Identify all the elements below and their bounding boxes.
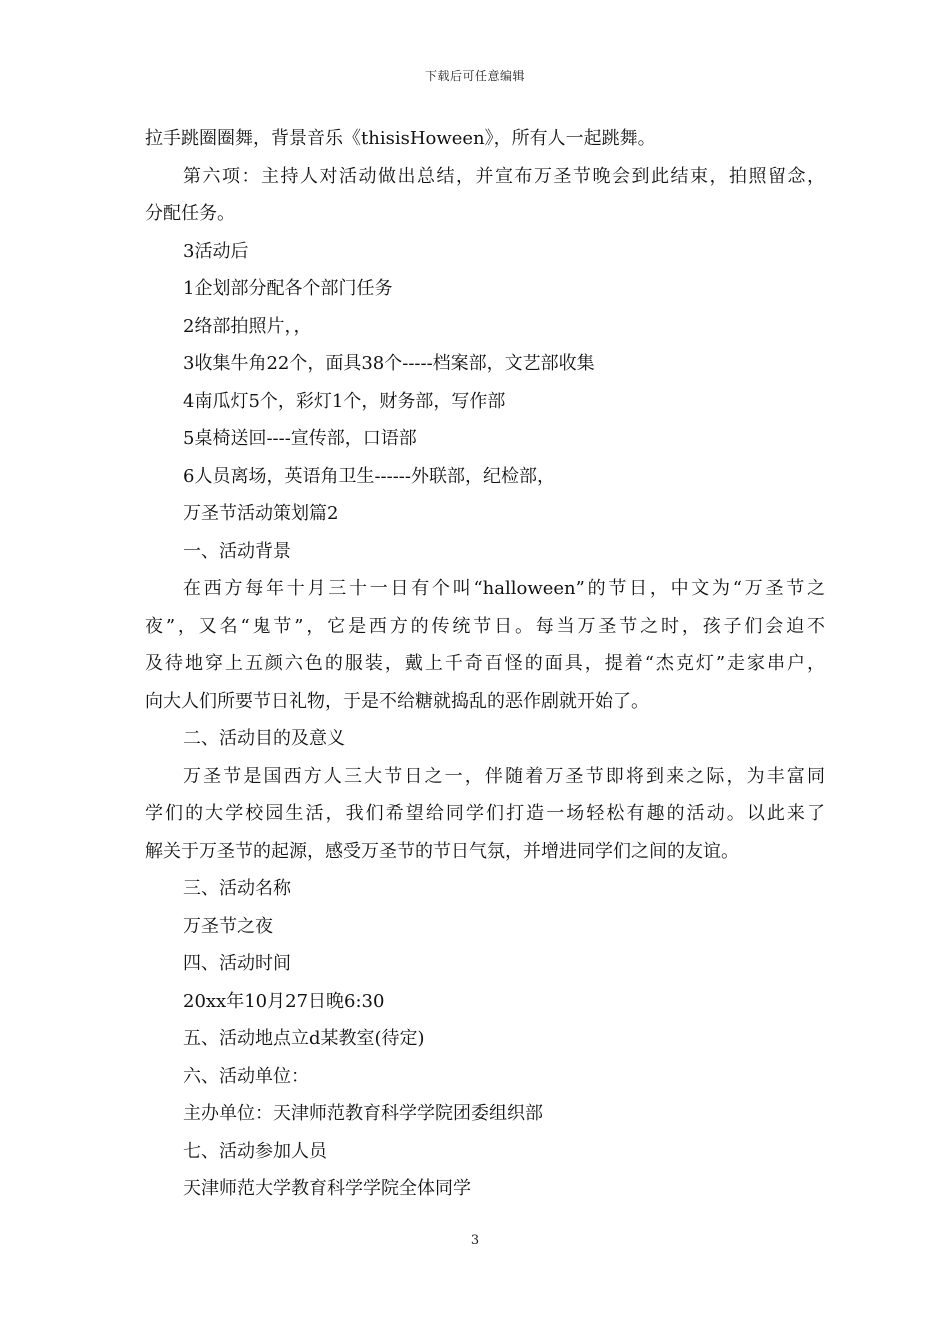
text-line: 天津师范大学教育科学学院全体同学: [183, 1178, 471, 1199]
text-line: 4南瓜灯5个，彩灯1个，财务部，写作部: [183, 390, 506, 412]
text-line: 6人员离场，英语角卫生------外联部，纪检部，: [183, 465, 555, 487]
text-line: 三、活动名称: [183, 878, 291, 899]
text-line: 向大人们所要节日礼物，于是不给糖就捣乱的恶作剧就开始了。: [145, 690, 649, 712]
text-line: 万圣节之夜: [183, 915, 273, 937]
text-line: 解关于万圣节的起源，感受万圣节的节日气氛，并增进同学们之间的友谊。: [145, 840, 739, 862]
text-line: 1企划部分配各个部门任务: [183, 278, 393, 299]
text-line: 万圣节是国西方人三大节日之一，伴随着万圣节即将到来之际，为丰富同: [183, 765, 825, 787]
text-line: 四、活动时间: [183, 953, 291, 974]
document-body: [145, 120, 825, 1208]
text-line: 在西方每年十月三十一日有个叫“halloween”的节日，中文为“万圣节之: [183, 578, 825, 599]
text-line: 3活动后: [183, 240, 249, 262]
text-line: 七、活动参加人员: [183, 1140, 327, 1162]
text-line: 二、活动目的及意义: [183, 728, 345, 749]
text-line: 万圣节活动策划篇2: [183, 503, 339, 524]
text-line: 六、活动单位：: [183, 1065, 309, 1087]
text-line: 3收集牛角22个，面具38个-----档案部，文艺部收集: [183, 353, 595, 374]
page-header: 下载后可任意编辑: [424, 69, 525, 83]
text-line: 20xx年10月27日晚6:30: [183, 990, 385, 1012]
page-number: 3: [470, 1233, 480, 1248]
text-line: 夜”，又名“鬼节”，它是西方的传统节日。每当万圣节之时，孩子们会迫不: [145, 615, 825, 637]
text-line: 分配任务。: [145, 203, 235, 224]
text-line: 五、活动地点立d某教室(待定): [183, 1028, 425, 1049]
text-line: 及待地穿上五颜六色的服装，戴上千奇百怪的面具，提着“杰克灯”走家串户，: [145, 653, 825, 674]
text-line: 2络部拍照片，，: [183, 315, 312, 337]
text-line: 主办单位：天津师范教育科学学院团委组织部: [183, 1103, 543, 1124]
text-line: 第六项：主持人对活动做出总结，并宣布万圣节晚会到此结束，拍照留念，: [183, 165, 825, 187]
text-line: 拉手跳圈圈舞，背景音乐《thisisHoween》，所有人一起跳舞。: [145, 128, 656, 149]
text-line: 5桌椅送回----宣传部，口语部: [183, 428, 417, 449]
text-line: 一、活动背景: [183, 540, 291, 562]
text-line: 学们的大学校园生活，我们希望给同学们打造一场轻松有趣的活动。以此来了: [145, 803, 825, 824]
